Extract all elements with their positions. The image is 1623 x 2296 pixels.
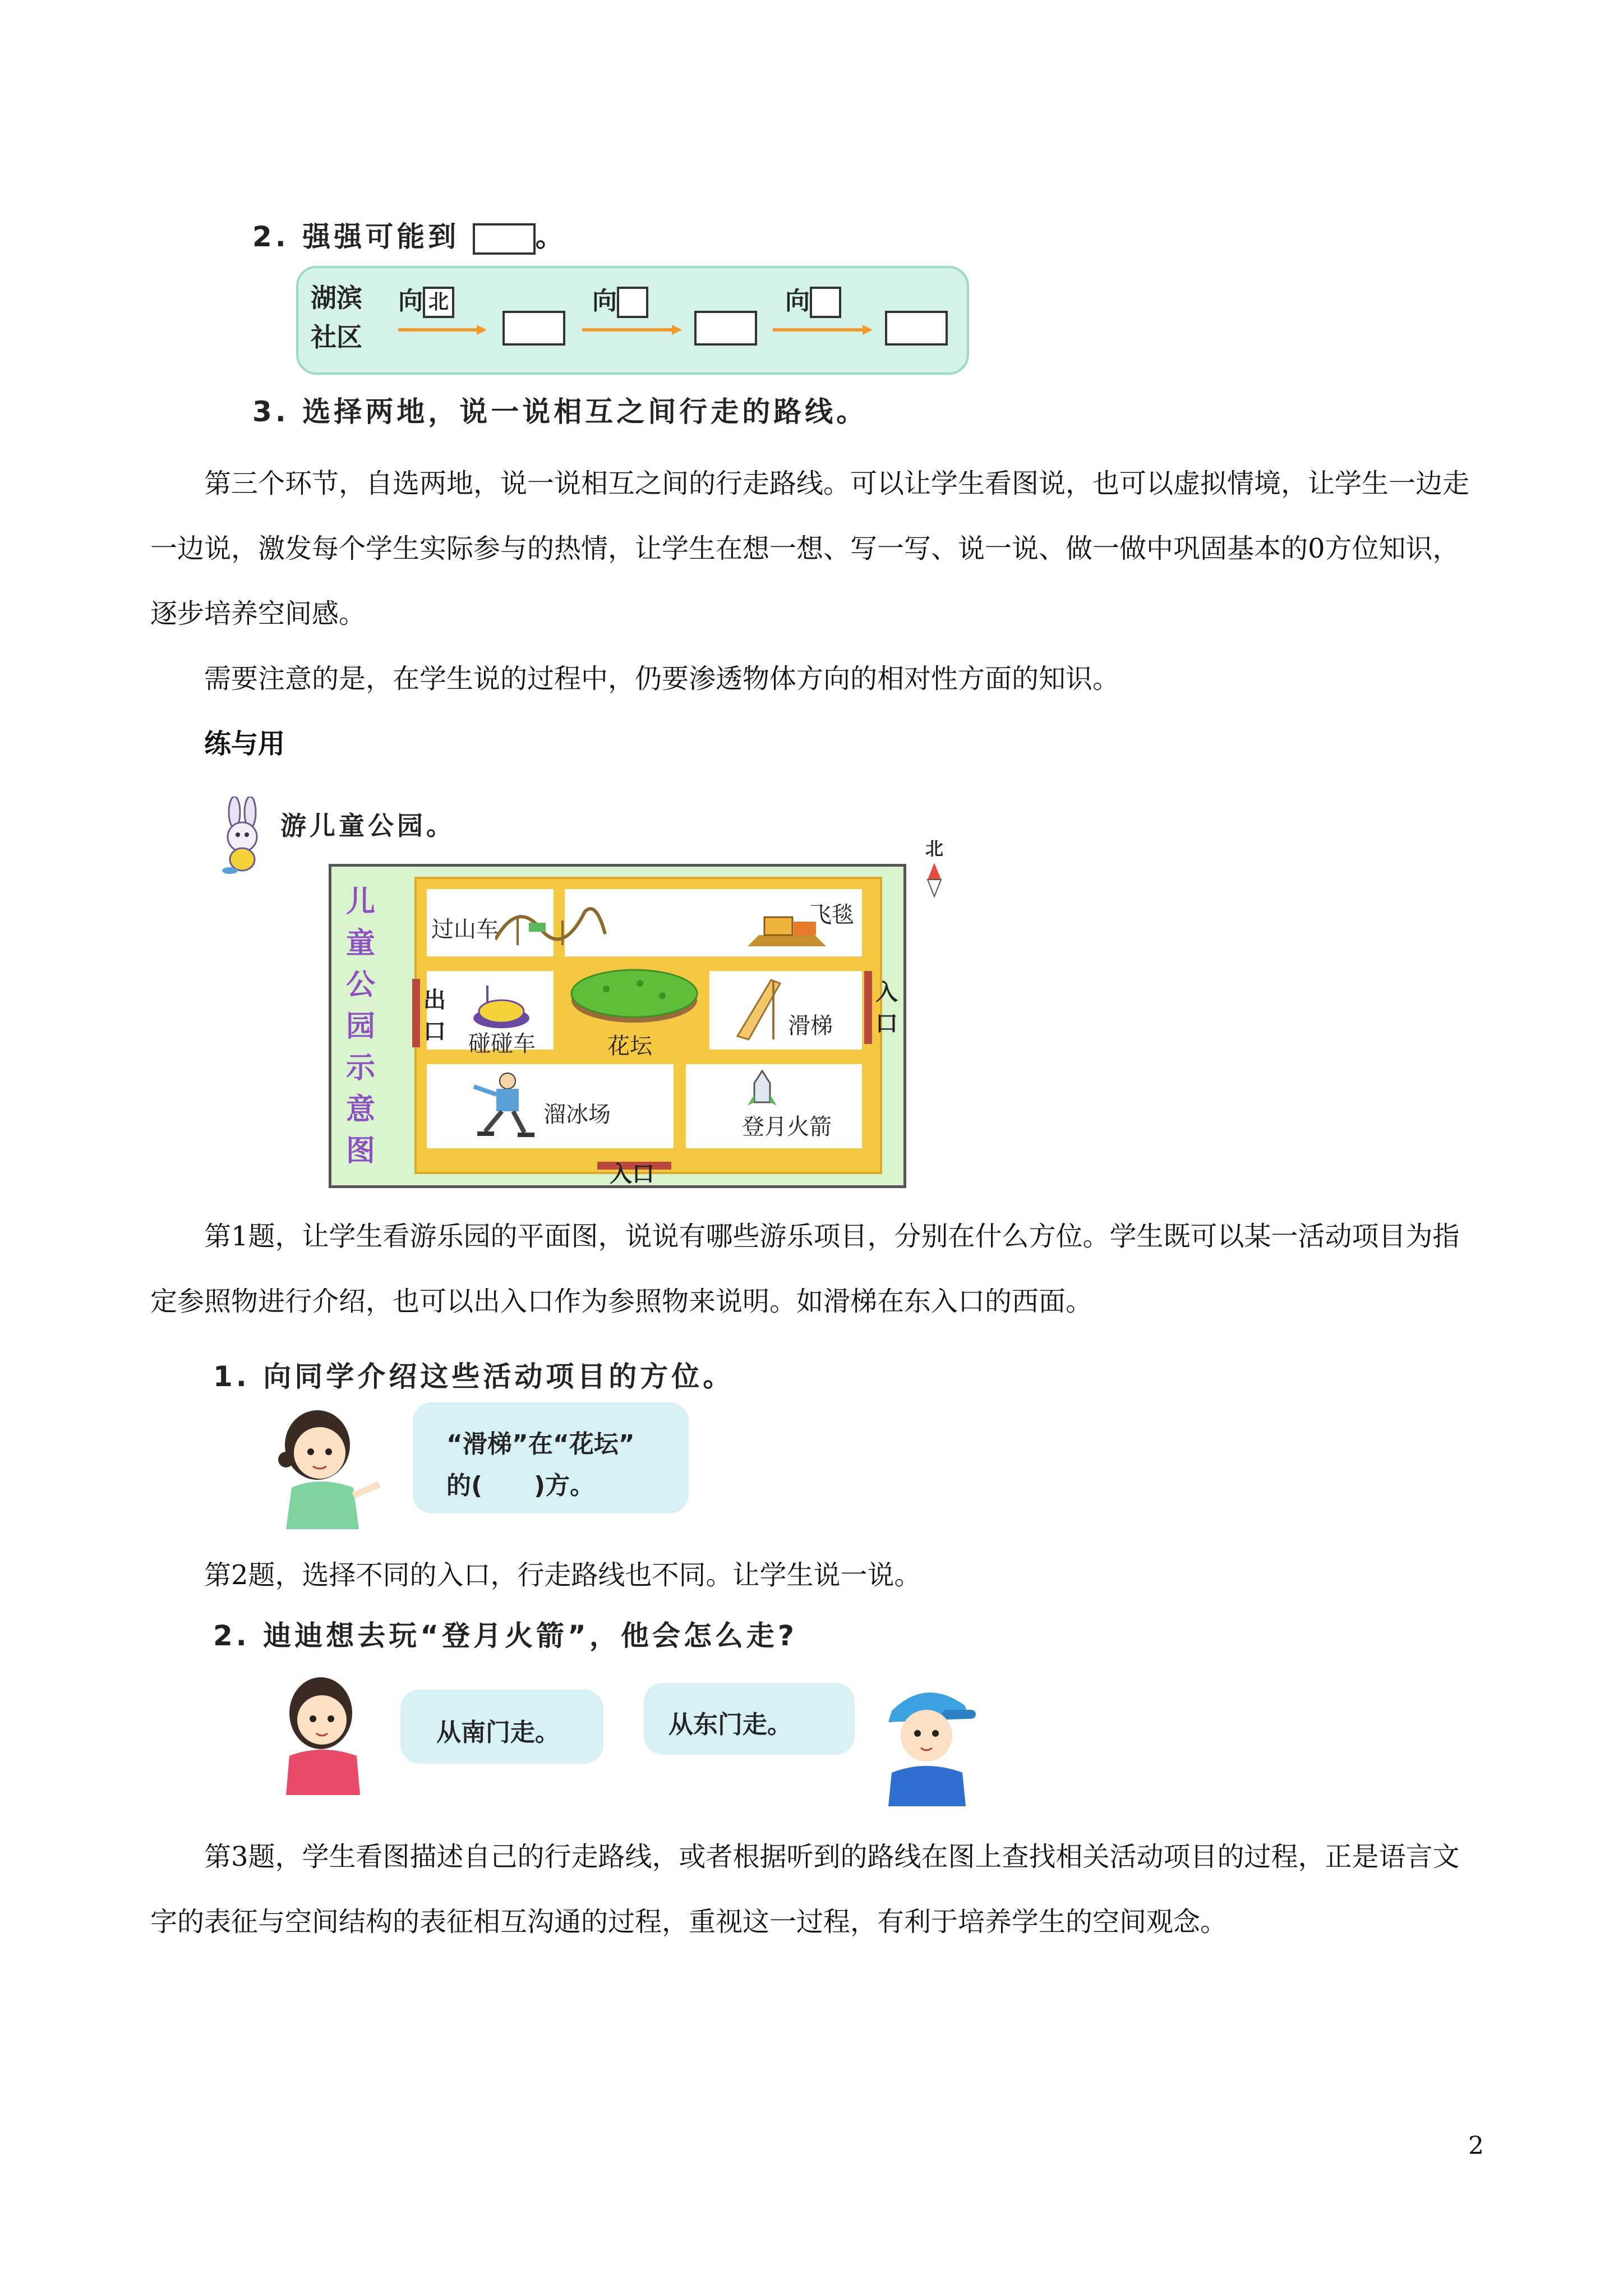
map-title bbox=[345, 881, 376, 1172]
paragraph-5: 第3题，学生看图描述自己的行走路线，或者根据听到的路线在图上查找相关活动项目的过程，正是语言文字的表征与空间结构的表征相互沟通的过程，重视这一过程，有利于培养学生的空间观念。 bbox=[150, 1841, 1460, 1938]
route-arrow-1 bbox=[398, 323, 488, 337]
dir-box-1 bbox=[423, 287, 454, 318]
east-entrance-gate bbox=[864, 971, 872, 1044]
paragraph-2: 需要注意的是，在学生说的过程中，仍要渗透物体方向的相对性方面的知识。 bbox=[204, 663, 1120, 694]
speech-line-2: 的( )方。 bbox=[446, 1471, 595, 1500]
route-start bbox=[311, 278, 362, 357]
paragraph-block-4 bbox=[150, 1824, 1485, 1954]
girl-2-figure bbox=[273, 1672, 374, 1795]
boy-speech-text: 从东门走。 bbox=[668, 1710, 792, 1739]
route-blank-3 bbox=[885, 311, 948, 346]
label-flying-carpet: 飞毯 bbox=[809, 902, 854, 928]
label-moon-rocket: 登月火箭 bbox=[742, 1114, 832, 1140]
route-dir-2 bbox=[592, 280, 648, 318]
roller-coaster-icon bbox=[495, 895, 607, 946]
label-bumper-cars: 碰碰车 bbox=[468, 1031, 536, 1057]
park-area bbox=[414, 877, 882, 1174]
dir-label-2: 向 bbox=[592, 287, 617, 315]
route-dir-1 bbox=[398, 280, 454, 318]
route-start-line2: 社区 bbox=[311, 322, 362, 352]
compass bbox=[923, 835, 946, 902]
paragraph-1: 第三个环节，自选两地，说一说相互之间的行走路线。可以让学生看图说，也可以虚拟情境，让学生一边走一边说，激发每个学生实际参与的热情，让学生在想一想、写一写、说一说、做一做中巩固基本的0方位知识，逐步培养空间感。 bbox=[150, 468, 1470, 629]
page-number: 2 bbox=[1468, 2132, 1484, 2160]
answer-blank bbox=[473, 223, 536, 255]
fig1-item2: 2. 强强可能到 。 bbox=[252, 214, 567, 255]
west-exit-char: 出 bbox=[423, 987, 446, 1013]
park-map bbox=[329, 864, 906, 1188]
map-caption: 游儿童公园。 bbox=[280, 811, 455, 841]
skater-icon bbox=[468, 1070, 536, 1143]
dir-fill-1: 北 bbox=[428, 291, 449, 314]
east-entrance-label bbox=[875, 977, 898, 1039]
dir-label-3: 向 bbox=[785, 287, 810, 315]
dir-label-1: 向 bbox=[398, 287, 423, 315]
exercise-2-title: 2. 迪迪想去玩“登月火箭”，他会怎么走? bbox=[213, 1619, 797, 1652]
girl-1-figure bbox=[269, 1406, 381, 1529]
paragraph-block-2 bbox=[150, 1204, 1485, 1334]
compass-arrow-icon bbox=[923, 861, 946, 900]
dir-box-2 bbox=[617, 287, 648, 318]
paragraph-block-1 bbox=[150, 451, 1485, 776]
section-heading: 练与用 bbox=[204, 728, 285, 760]
label-roller-coaster: 过山车 bbox=[431, 917, 499, 942]
west-exit-gate bbox=[412, 979, 420, 1047]
paragraph-block-3 bbox=[150, 1543, 1485, 1608]
flower-bed-icon bbox=[567, 961, 702, 1028]
south-entrance-label: 入口 bbox=[610, 1161, 654, 1187]
boy-speech-bubble bbox=[644, 1683, 855, 1755]
map-title-char: 图 bbox=[345, 1134, 375, 1168]
label-slide: 滑梯 bbox=[788, 1013, 833, 1039]
route-arrow-2 bbox=[582, 323, 683, 337]
compass-north-label: 北 bbox=[925, 838, 943, 859]
exercise-1-title: 1. 向同学介绍这些活动项目的方位。 bbox=[213, 1360, 735, 1393]
girl-speech-bubble bbox=[400, 1690, 603, 1764]
route-start-line1: 湖滨 bbox=[311, 283, 362, 313]
label-flower-bed: 花坛 bbox=[607, 1033, 652, 1059]
route-blank-1 bbox=[502, 311, 565, 346]
label-skating: 溜冰场 bbox=[543, 1102, 611, 1128]
west-exit-char: 口 bbox=[423, 1019, 446, 1045]
east-entrance-char: 口 bbox=[875, 1011, 898, 1037]
rabbit-mascot bbox=[212, 797, 274, 875]
west-exit-label bbox=[423, 984, 446, 1047]
map-title-char: 示 bbox=[345, 1051, 375, 1085]
route-box bbox=[296, 266, 969, 375]
exercise-1-speech-bubble bbox=[413, 1402, 689, 1513]
route-blank-2 bbox=[694, 311, 757, 346]
map-title-char: 公 bbox=[345, 968, 375, 1002]
bumper-car-icon bbox=[471, 986, 532, 1030]
item2-text: 2. 强强可能到 bbox=[252, 220, 460, 253]
east-entrance-char: 入 bbox=[875, 979, 898, 1005]
girl-speech-text: 从南门走。 bbox=[436, 1718, 560, 1747]
map-title-char: 意 bbox=[345, 1093, 375, 1126]
fig1-item3: 3. 选择两地，说一说相互之间行走的路线。 bbox=[252, 395, 868, 428]
rocket-icon bbox=[745, 1070, 779, 1109]
speech-line-1: “滑梯”在“花坛” bbox=[446, 1430, 635, 1458]
route-dir-3 bbox=[785, 280, 841, 318]
map-title-char: 儿 bbox=[345, 885, 375, 919]
map-title-char: 园 bbox=[345, 1010, 375, 1043]
route-arrow-3 bbox=[773, 323, 874, 337]
paragraph-4: 第2题，选择不同的入口，行走路线也不同。让学生说一说。 bbox=[204, 1559, 921, 1591]
slide-icon bbox=[726, 974, 782, 1042]
boy-figure bbox=[875, 1677, 981, 1806]
dir-box-3 bbox=[810, 287, 841, 318]
paragraph-3: 第1题，让学生看游乐园的平面图，说说有哪些游乐项目，分别在什么方位。学生既可以某一活动项目为指定参照物进行介绍，也可以出入口作为参照物来说明。如滑梯在东入口的西面。 bbox=[150, 1221, 1460, 1317]
map-title-char: 童 bbox=[345, 927, 375, 960]
